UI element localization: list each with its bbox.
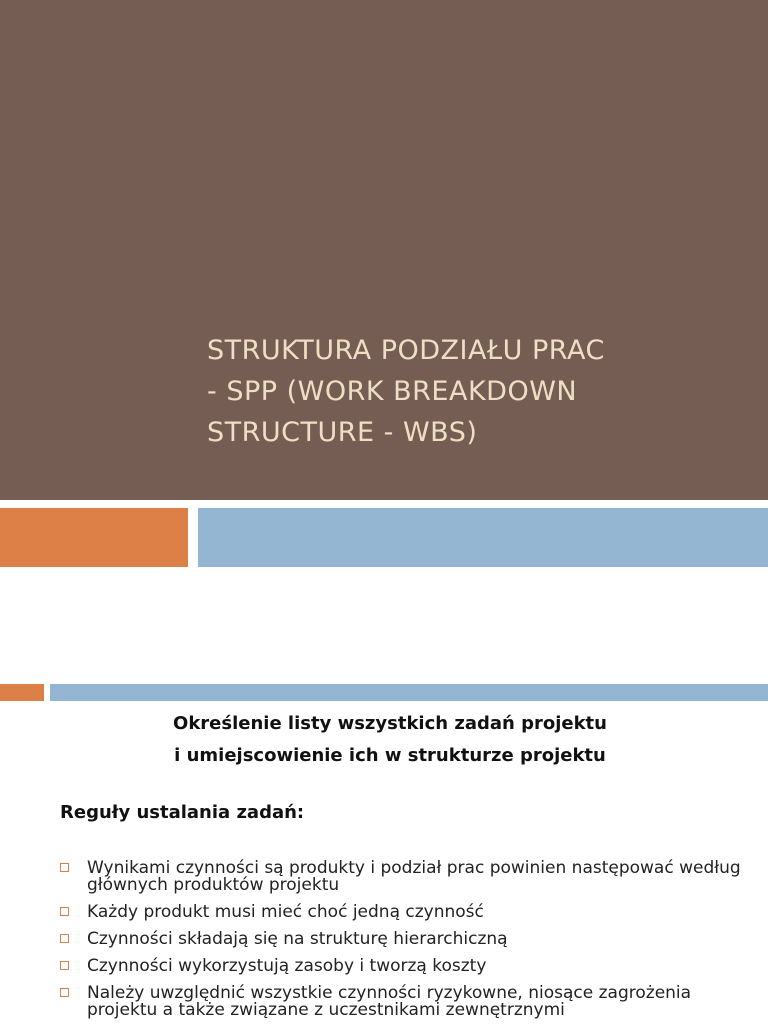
accent-bar-blue <box>198 508 768 567</box>
list-item-text: Czynności wykorzystują zasoby i tworzą koszty <box>87 956 487 976</box>
heading-line: Określenie listy wszystkich zadań projektu <box>173 713 607 734</box>
square-bullet-icon <box>60 863 69 872</box>
list-item <box>58 904 758 921</box>
square-bullet-icon <box>60 934 69 943</box>
list-item-text: Należy uwzględnić wszystkie czynności ryzykowne, niosące zagrożenia projektu a także związane z uczestnikami zewnętrznymi <box>87 983 692 1020</box>
list-item <box>58 931 758 948</box>
square-bullet-icon <box>60 961 69 970</box>
list-item-text: Każdy produkt musi mieć choć jedną czynność <box>87 902 484 922</box>
square-bullet-icon <box>60 907 69 916</box>
list-item-text: Czynności składają się na strukturę hierarchiczną <box>87 929 508 949</box>
slide-heading <box>60 708 720 772</box>
slide-title: STRUKTURA PODZIAŁU PRAC - SPP (WORK BREAKDOWN STRUCTURE - WBS) <box>207 335 605 448</box>
square-bullet-icon <box>60 988 69 997</box>
accent-bar-blue <box>50 684 768 701</box>
list-item <box>58 860 758 894</box>
heading-line: i umiejscowienie ich w strukturze projektu <box>174 745 606 766</box>
list-item <box>58 985 758 1019</box>
accent-bar-orange <box>0 508 188 567</box>
rules-list <box>58 860 758 1024</box>
content-slide <box>0 576 768 1024</box>
rules-title: Reguły ustalania zadań: <box>60 802 305 823</box>
list-item-text: Wynikami czynności są produkty i podział prac powinien następować według głównych produktów projektu <box>87 858 741 895</box>
accent-bar-orange <box>0 684 44 701</box>
list-item <box>58 958 758 975</box>
